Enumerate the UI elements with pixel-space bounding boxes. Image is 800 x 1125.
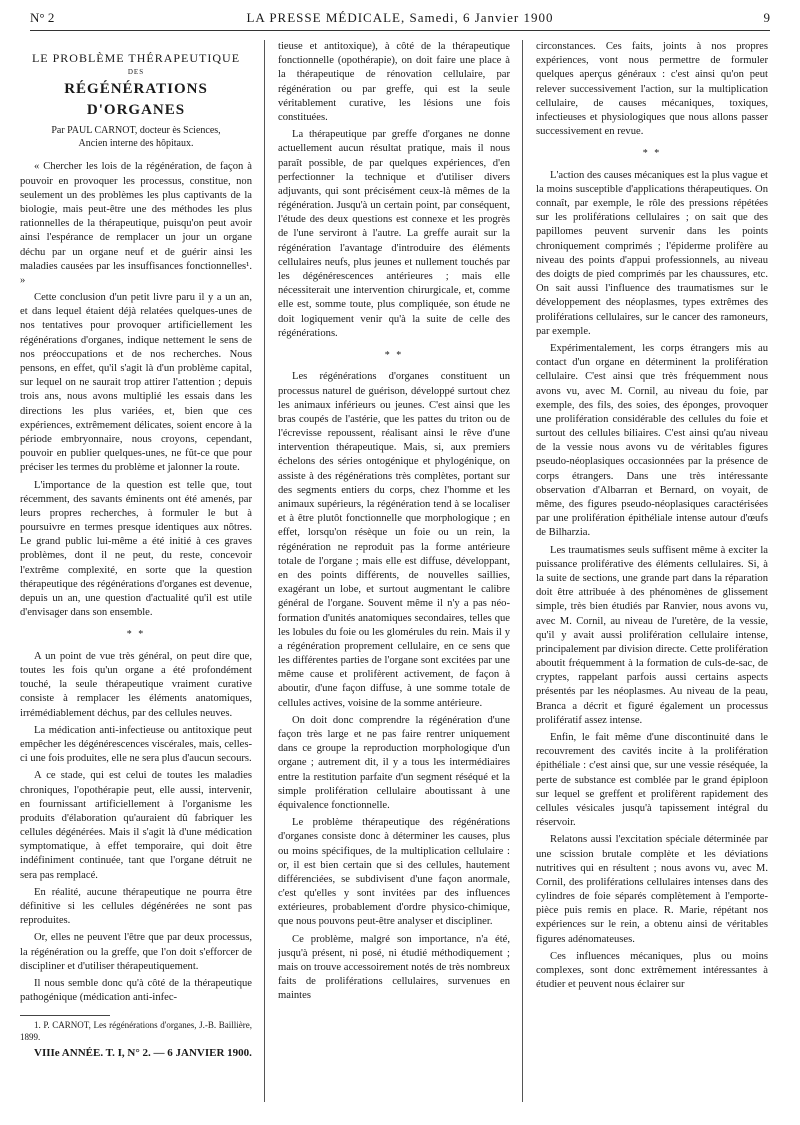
byline: Par PAUL CARNOT, docteur ès Sciences, <box>51 124 221 136</box>
column-2 <box>278 40 510 1110</box>
paragraph: Il nous semble donc qu'à côté de la thérapeutique pathogénique (médication anti-infec- <box>20 977 252 1004</box>
footnote-rule <box>20 1015 110 1016</box>
page-number: 9 <box>763 10 770 25</box>
article-title-top: LE PROBLÈME THÉRAPEUTIQUE <box>31 51 241 65</box>
paragraph: Cette conclusion d'un petit livre paru il y a un an, et dans lequel étaient déjà relatées quelques-unes de nos tentatives pour provoquer artificiellement les régénérations d'organes, indique nettement le sens de nos préoccupations et de nos recherches. Nous pensons, en effet, qu'il s'agit là d'un problème capital, sur lequel on ne saurait trop attirer l'attention ; depuis trois ans, nous avons multiplié les essais dans les directions les plus variées, et, bien que ces expériences, extrêmement délicates, soient encore à la période embryonnaire, nous croyons, cependant, pouvoir en publier quelques-unes, ne fût-ce que pour préciser les termes du problème et jalonner la route. <box>20 292 252 474</box>
paragraph: En réalité, aucune thérapeutique ne pourra être définitive si les cellules dégénérées ne sont pas reproduites. <box>20 886 252 927</box>
article-title-des: DES <box>127 68 145 77</box>
paragraph: Or, elles ne peuvent l'être que par deux processus, la régénération ou la greffe, que l'on doit s'efforcer de discipliner et d'utiliser thérapeutiquement. <box>20 932 252 972</box>
column-rule <box>264 40 265 1102</box>
paragraph: L'action des causes mécaniques est la plus vague et la moins susceptible d'applications thérapeutiques. On connaît, par exemple, le rôle des pressions répétées sur les proliférations cellulaires ; on sait que des papillomes peuvent survenir dans les points chroniquement comprimés ; l'épiderme prolifère au niveau des points d'appui professionnels, au niveau des doigts de pied comprimés par les chaussures, etc. On sait aussi l'influence des traumatismes sur le développement des néoplasmes, types extrêmes des proliférations cellulaires, sur le cancer des ramoneurs, par exemple. <box>536 169 768 337</box>
running-head <box>30 8 770 31</box>
paragraph: Relatons aussi l'excitation spéciale déterminée par une scission brutale complète et les déviations nutritives qui en résultent ; nous avons vu, avec M. Cornil, des proliférations cellulaires intenses dans des cylindres de foie séparés complètement à l'emporte-pièce puis remis en place. R. Marie, répétant nos expériences sur le rein, a obtenu ainsi de véritables figures adénomateuses. <box>536 834 768 945</box>
section-asterism: * * <box>642 148 662 160</box>
issue-line: VIIIe ANNÉE. T. I, N° 2. — 6 JANVIER 1900. <box>34 1046 252 1059</box>
column-1 <box>20 40 252 1110</box>
footnote: 1. P. CARNOT, Les régénérations d'organes, J.-B. Baillière, 1899. <box>20 1020 252 1042</box>
paragraph: A un point de vue très général, on peut dire que, toutes les fois qu'un organe a été profondément touché, la seule thérapeutique vraiment curative consiste à remplacer les éléments anatomiques, irrémédiablement déchus, par des cellules neuves. <box>20 650 252 719</box>
paragraph: Les régénérations d'organes constituent un processus naturel de guérison, développé surtout chez les animaux inférieurs ou jeunes. C'est ainsi que les bras coupés de l'astérie, que les pattes du triton ou de l'écrevisse repoussent, réalisant ainsi le rêve d'une intervention thérapeutique. Mais, si, aux premiers échelons des séries ontogénique et phylogénique, on assiste à des régénérations très complètes, portant sur des segments entiers du corps, chez l'homme et les animaux supérieurs, la régénération tend à se localiser et à être plutôt fonctionnelle que morphologique ; en effet, lorsqu'on résèque un foie ou un rein, la régénération ne reproduit pas la forme antérieure totale de l'organe ; mais elle est diffuse, développant, en des points différents, de nouvelles saillies, exagérant un lobe, et surtout augmentant le calibre général de l'organe. Souvent même il n'y a pas néo-formation d'unités anatomiques secondaires, telles que les lobules du foie ou les glomérules du rein. Mais il y a régénération proprement cellulaire, en ce sens que les différentes parties de l'organe sont excitées par une même cause et prolifèrent activement, de façon à aboutir, d'une façon diffuse, à une somme totale de cellules actives, voisine de la somme antérieure. <box>278 371 510 709</box>
paragraph: Enfin, le fait même d'une discontinuité dans le recouvrement des cavités incite à la prolifération épithéliale : c'est ainsi que, sur une vessie réséquée, la perte de substance est comblée par le grand épiploon sur lequel se greffent et prolifèrent rapidement des cellules vésicales jusqu'à tapissement intégral du réservoir. <box>536 732 768 829</box>
paragraph: Ce problème, malgré son importance, n'a été, jusqu'à présent, ni posé, ni étudié méthodiquement ; mais on trouve accessoirement notés de très nombreux faits de proliférations cellulaires, survenues en maintes <box>278 933 510 1002</box>
paragraph: L'importance de la question est telle que, tout récemment, des savants éminents ont été amenés, par leurs propres recherches, à formuler le but à poursuivre en termes presque identiques aux nôtres. Le grand public lui-même a été initié à ces graves problèmes, dont il ne peut, du reste, concevoir l'extrême complexité, en sorte que la question thérapeutique des régénérations d'organes est devenue, depuis un an, une question d'actualité qu'il est utile d'envisager dans son ensemble. <box>20 479 252 619</box>
column-3 <box>536 40 768 1110</box>
section-asterism: * * <box>384 349 404 361</box>
paragraph: On doit donc comprendre la régénération d'une façon très large et ne pas faire rentrer uniquement dans ce groupe la reproduction morphologique d'un organe ; autrement dit, il y a tous les intermédiaires entre la restitution parfaite d'un segment réséqué et la simple prolifération cellulaire aboutissant à une équivalence fonctionnelle. <box>278 714 510 811</box>
byline-sub: Ancien interne des hôpitaux. <box>78 138 194 150</box>
section-asterism: * * <box>126 629 146 641</box>
paragraph: Les traumatismes seuls suffisent même à exciter la puissance proliférative des éléments cellulaires. Si, à la suite de sections, une grande part dans la réparation doit être attribuée à des phénomènes de glissement simple, très bien étudiés par Ranvier, nous avons vu, avec M. Cornil, au niveau de l'uretère, de la vessie, qu'il y avait aussi prolifération cellulaire intense, principalement par division directe. Cette prolifération aboutit fréquemment à la formation de culs-de-sac, de cryptes, rappelant parfois aussi certains aspects présentés par les néoplasmes. Au niveau de la peau, Branca a décrit et figuré également un processus prolifératif assez intense. <box>536 544 768 726</box>
paragraph: Ces influences mécaniques, plus ou moins complexes, sont donc extrêmement intéressantes à étudier et peuvent nous éclairer sur <box>536 950 768 991</box>
paragraph: « Chercher les lois de la régénération, de façon à pouvoir en provoquer les processus, constitue, non seulement un des problèmes les plus captivants de la biologie, mais peut-être une des méthodes les plus rationnelles de la thérapeutique, puisqu'on peut avoir ainsi l'espérance de remplacer un jour un organe déchu par un organe neuf et de guérir ainsi les maladies causées par les insuffisances fonctionnelles¹. » <box>20 161 252 286</box>
paragraph: La médication anti-infectieuse ou antitoxique peut empêcher les dégénérescences viscérales, mais, celles-ci une fois produites, elle ne sera plus d'aucun secours. <box>20 724 252 765</box>
journal-title: LA PRESSE MÉDICALE, Samedi, 6 Janvier 1900 <box>246 10 554 25</box>
paragraph: A ce stade, qui est celui de toutes les maladies chroniques, l'opothérapie peut, elle aussi, intervenir, en fournissant artificiellement à l'organisme les produits d'élaboration qu'auraient dû fabriquer les cellules dégénérées. Mais il s'agit là d'une médication symptomatique, à effet temporaire, qui doit être indéfiniment continuée, tant que l'organe détruit ne sera pas remplacé. <box>20 770 252 881</box>
paragraph: Le problème thérapeutique des régénérations d'organes consiste donc à déterminer les causes, plus ou moins spécifiques, de la multiplication cellulaire : or, il est bien certain que si des cellules, hautement différenciées, se subdivisent d'une façon anormale, c'est qu'elles y sont invitées par des influences extérieures, probablement d'ordre physico-chimique, que nous pouvons peut-être analyser et discipliner. <box>278 817 510 928</box>
paragraph: Expérimentalement, les corps étrangers mis au contact d'un organe en déterminent la prolifération cellulaire. C'est ainsi que très fréquemment nous avons vu, avec M. Cornil, au niveau du foie, par exemple, des fils, des soies, des éponges, provoquer une prolifération considérable des cellules du foie et surtout des cellules biliaires. C'est ainsi qu'au niveau de la vessie nous avons vu de véritables figures pseudo-néoplasiques occasionnées par la présence de corps étrangers. Dans une très intéressante observation d'Albarran et Bernard, on voyait, de même, des figures pseudo-néoplasiques caractérisées par une prolifération épithéliale intense autour d'œufs de Bilharzia. <box>536 342 768 539</box>
issue-number: N° 2 <box>30 10 55 25</box>
column-rule <box>522 40 523 1102</box>
paragraph: tieuse et antitoxique), à côté de la thérapeutique fonctionnelle (opothérapie), on doit faire une place à la thérapeutique de rénovation cellulaire, par régénération ou par greffe, qui est la seule véritablement curative, les lésions une fois constituées. <box>278 41 510 123</box>
article-title-main: RÉGÉNÉRATIONS D'ORGANES <box>64 81 208 118</box>
paragraph: circonstances. Ces faits, joints à nos propres expériences, vont nous permettre de formuler quelques aperçus généraux : c'est ainsi qu'on peut relever successivement l'action, sur la multiplication cellulaire, de causes mécaniques, toxiques, infectieuses et physiologiques que nous allons passer successivement en revue. <box>536 41 768 138</box>
paragraph: La thérapeutique par greffe d'organes ne donne actuellement aucun résultat pratique, mais il nous paraît possible, de par quelques expériences, d'en perfectionner la technique et d'utiliser divers adjuvants, qui sont précisément ceux-là mêmes de la régénération. Jusqu'à un certain point, par conséquent, l'étude des deux questions est connexe et les progrès de l'une serviront à l'autre. La greffe aurait sur la régénération l'avantage d'introduire des éléments cellulaires neufs, plus jeunes et nullement touchés par les dégénérescences antérieures ; mais elle nécessiterait une intervention chirurgicale, et, comme elle est, somme toute, plus compliquée, son étude ne doit logiquement venir qu'à la suite de celle des régénérations. <box>278 129 510 339</box>
